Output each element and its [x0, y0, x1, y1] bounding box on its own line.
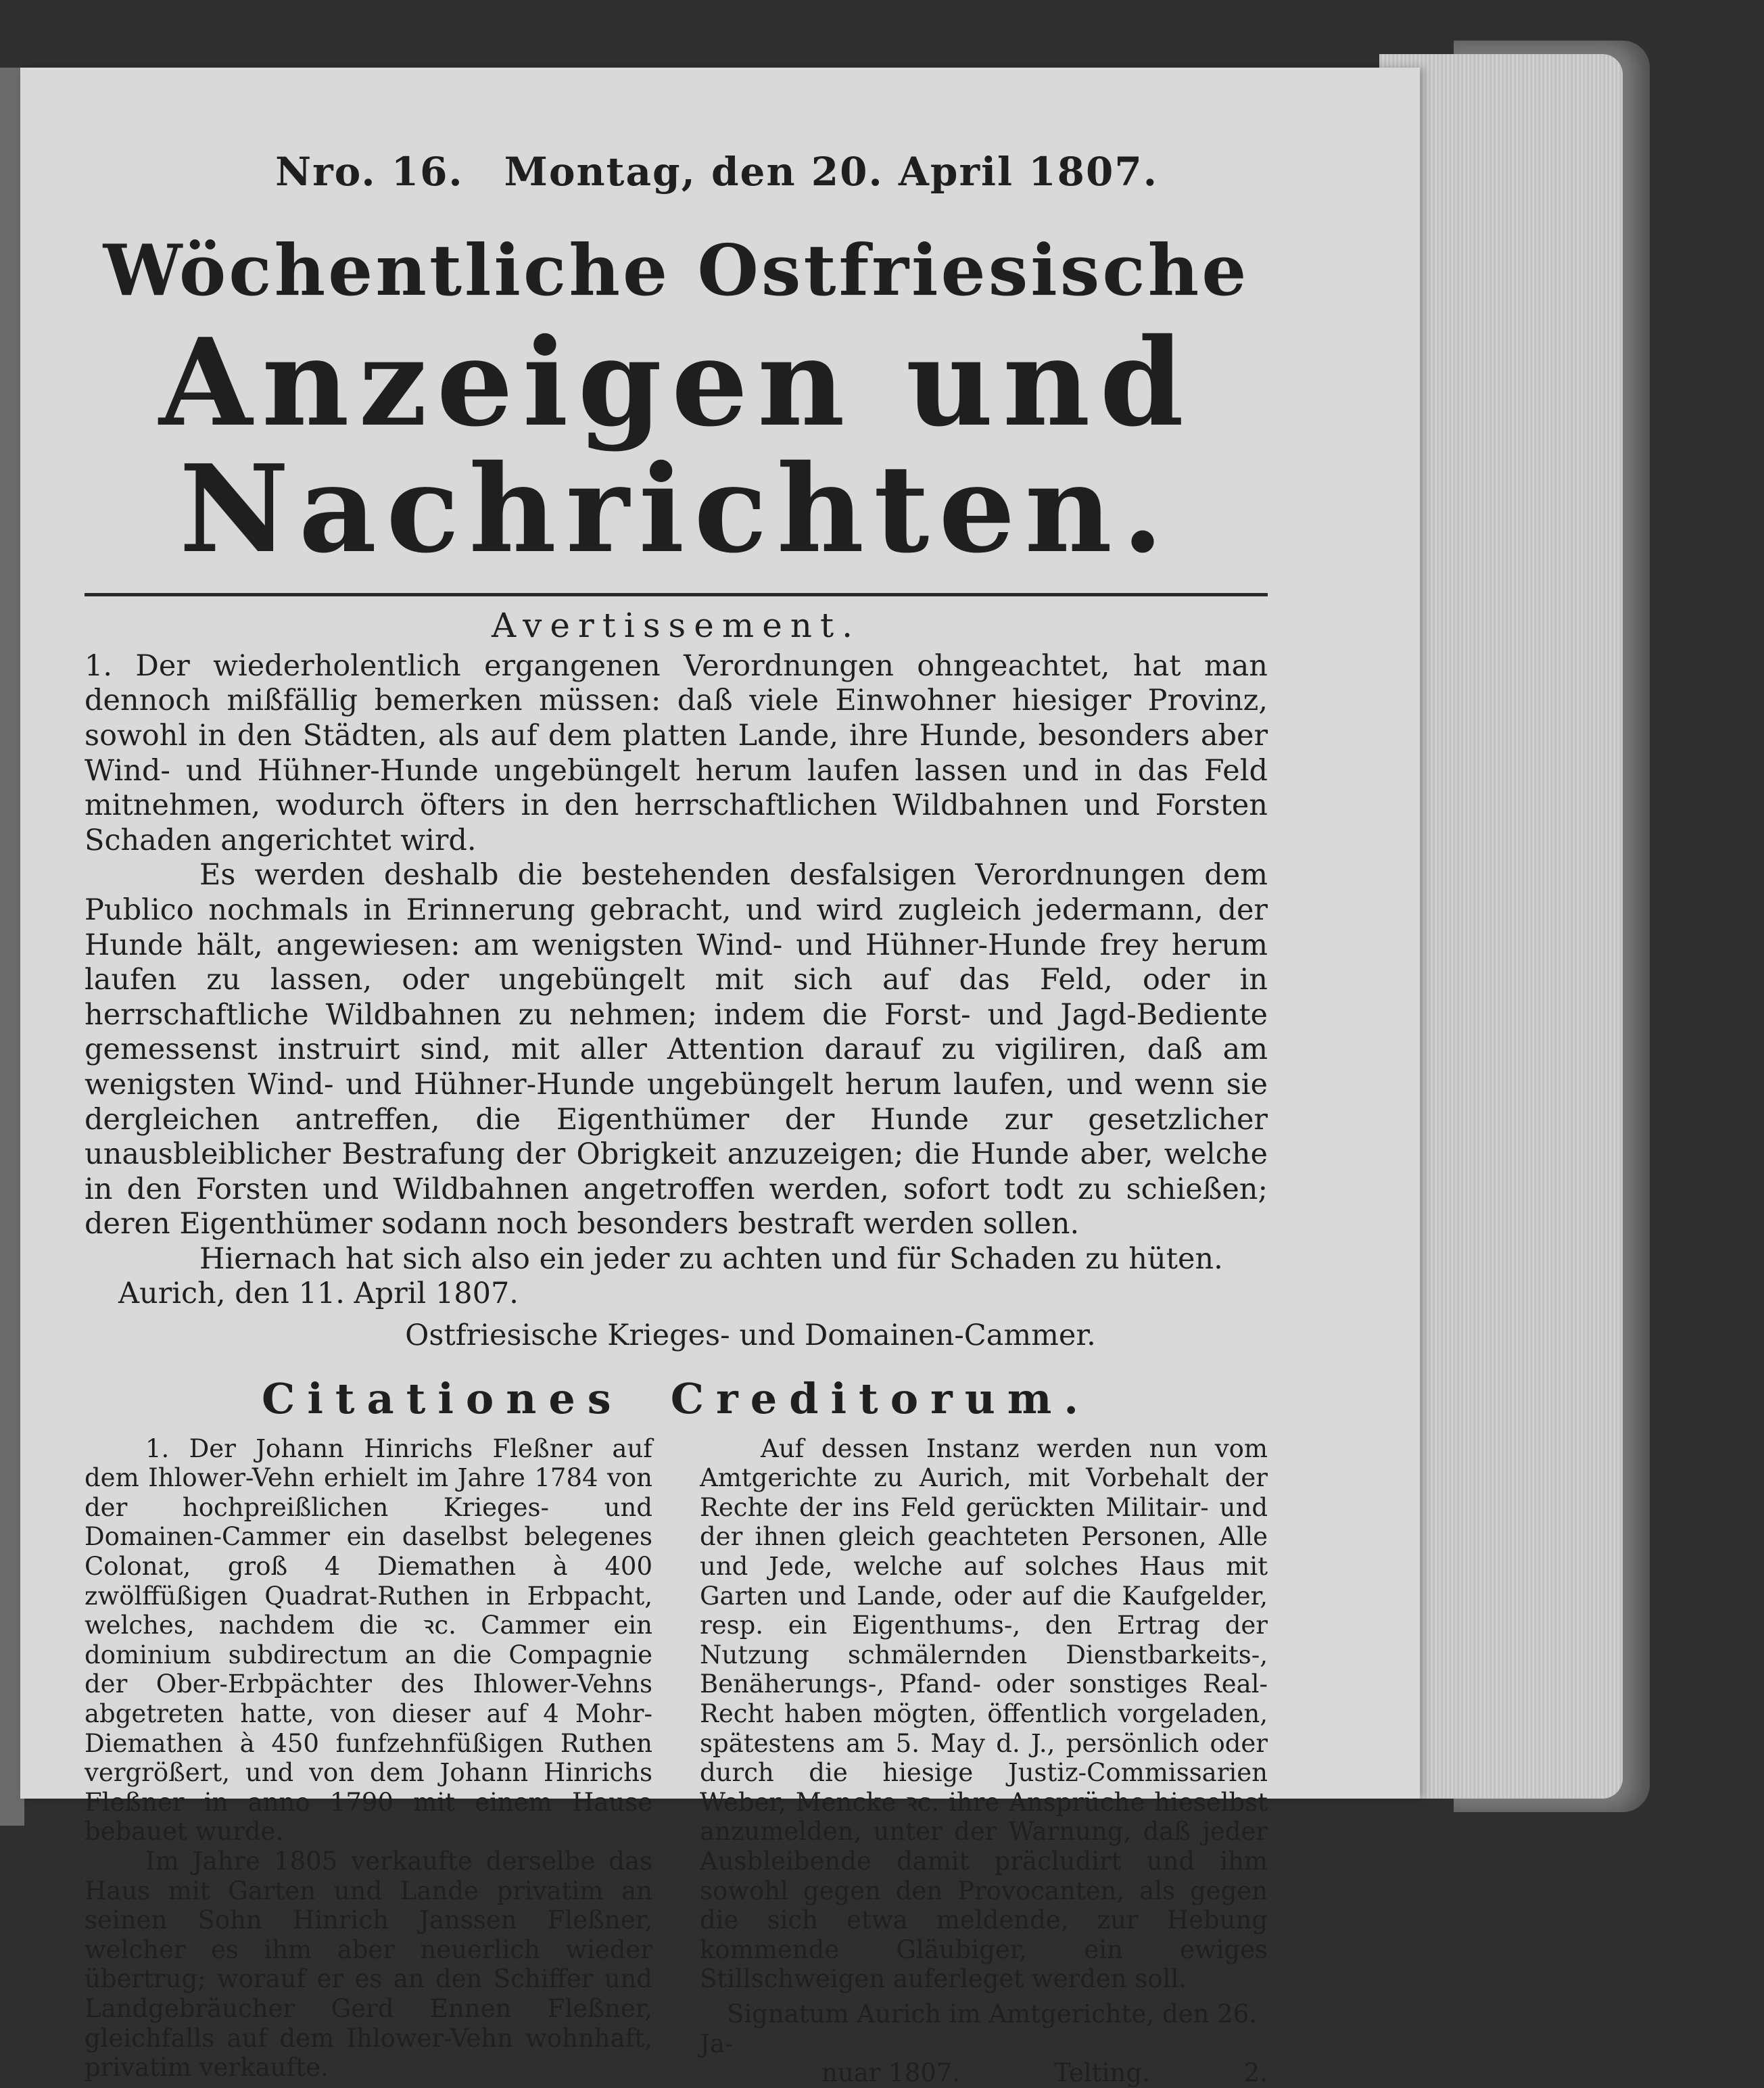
right-column — [700, 1434, 1268, 2088]
citationes-columns — [85, 1434, 1268, 2088]
issue-date: Montag, den 20. April 1807. — [504, 149, 1158, 195]
left-column-paragraph-2: Im Jahre 1805 verkaufte derselbe das Haus mit Garten und Lande privatim an seinen Sohn Hinrich Janssen Fleßner, welcher es ihm aber neuerlich wieder übertrug; worauf er es an den Schiffer und Landgebräucher Gerd Ennen Fleßner, gleichfalls auf dem Ihlower-Vehn wohnhaft, privatim verkaufte. — [85, 1846, 652, 2083]
newspaper-title-line1: Wöchentliche Ostfriesische — [103, 229, 1249, 312]
avertissement-heading: Avertissement. — [491, 605, 861, 645]
avertissement-dateline: Aurich, den 11. April 1807. — [118, 1277, 519, 1311]
issue-line — [166, 149, 1268, 195]
signature-name: Telting. — [1054, 2058, 1150, 2088]
left-column — [85, 1434, 652, 2088]
masthead-rule — [85, 593, 1268, 596]
avertissement-paragraph-2: Es werden deshalb die bestehenden desfalsigen Verordnungen dem Publico nochmals in Erinnerung gebracht, und wird zugleich jedermann, der Hunde hält, angewiesen: am wenigsten Wind- und Hühner-Hunde frey herum laufen zu lassen, oder ungebüngelt mit sich auf das Feld, oder in herrschaftliche Wildbahnen zu nehmen; indem die Forst- und Jagd-Bediente gemessenst instruirt sind, mit aller Attention darauf zu vigiliren, daß am wenigsten Wind- und Hühner-Hunde ungebüngelt herum laufen, und wenn sie dergleichen antreffen, die Eigenthümer der Hunde zur gesetzlicher unausbleiblicher Bestrafung der Obrigkeit anzuzeigen; die Hunde aber, welche in den Forsten und Wildbahnen angetroffen werden, sofort todt zu schießen; deren Eigenthümer sodann noch besonders bestraft werden sollen. — [85, 858, 1268, 1241]
citationes-heading-right: Creditorum. — [670, 1373, 1091, 1423]
avertissement-paragraph-1: 1. Der wiederholentlich ergangenen Verordnungen ohngeachtet, hat man dennoch mißfällig bemerken müssen: daß viele Einwohner hiesiger Provinz, sowohl in den Städten, als auf dem platten Lande, ihre Hunde, besonders aber Wind- und Hühner-Hunde ungebüngelt herum laufen lassen und in das Feld mitnehmen, wodurch öfters in den herrschaftlichen Wildbahnen und Forsten Schaden angerichtet wird. — [85, 648, 1268, 857]
left-column-paragraph-1: 1. Der Johann Hinrichs Fleßner auf dem Ihlower-Vehn erhielt im Jahre 1784 von der hochpreißlichen Krieges- und Domainen-Cammer ein daselbst belegenes Colonat, groß 4 Diemathen à 400 zwölffüßigen Quadrat-Ruthen in Erbpacht, welches, nachdem die ꝛc. Cammer ein dominium subdirectum an die Compagnie der Ober-Erbpächter des Ihlower-Vehns abgetreten hatte, von dieser auf 4 Mohr-Diemathen à 450 funfzehnfüßigen Ruthen vergrößert, und von dem Johann Hinrichs Fleßner in anno 1790 mit einem Hause bebauet wurde. — [85, 1433, 652, 1847]
newspaper-title-line2: Anzeigen und Nachrichten. — [159, 312, 1193, 579]
avertissement-paragraph-3: Hiernach hat sich also ein jeder zu achten und für Schaden zu hüten. — [199, 1241, 1223, 1276]
right-column-paragraph-1: Auf dessen Instanz werden nun vom Amtgerichte zu Aurich, mit Vorbehalt der Rechte der ins Feld gerückten Militair- und der ihnen gleich geachteten Personen, Alle und Jede, welche auf solches Haus mit Garten und Lande, oder auf die Kaufgelder, resp. ein Eigenthums-, den Ertrag der Nutzung schmälernden Dienstbarkeits-, Benäherungs-, Pfand- oder sonstiges Real-Recht haben mögten, öffentlich vorgeladen, spätestens am 5. May d. J., persönlich oder durch die hiesige Justiz-Commissarien Weber, Mencke ꝛc. ihre Ansprüche hieselbst anzumelden, unter der Warnung, daß jeder Ausbleibende damit präcludirt und ihm sowohl gegen den Provocanten, als gegen die sich etwa meldende, zur Hebung kommende Gläubiger, ein ewiges Stillschweigen auferleget werden soll. — [700, 1433, 1268, 1994]
citationes-heading — [85, 1374, 1268, 1423]
issue-number: Nro. 16. — [275, 149, 464, 195]
page-content — [85, 149, 1268, 2088]
newspaper-page — [20, 68, 1420, 2088]
signature-footer — [821, 2058, 1268, 2088]
signature-date: nuar 1807. — [821, 2058, 961, 2088]
citationes-heading-left: Citationes — [262, 1373, 623, 1423]
signature-line: Signatum Aurich im Amtgerichte, den 26. Ja- — [700, 1999, 1257, 2058]
signature-mark: 2. — [1243, 2058, 1268, 2088]
avertissement-signer: Ostfriesische Krieges- und Domainen-Cammer. — [405, 1319, 1096, 1353]
